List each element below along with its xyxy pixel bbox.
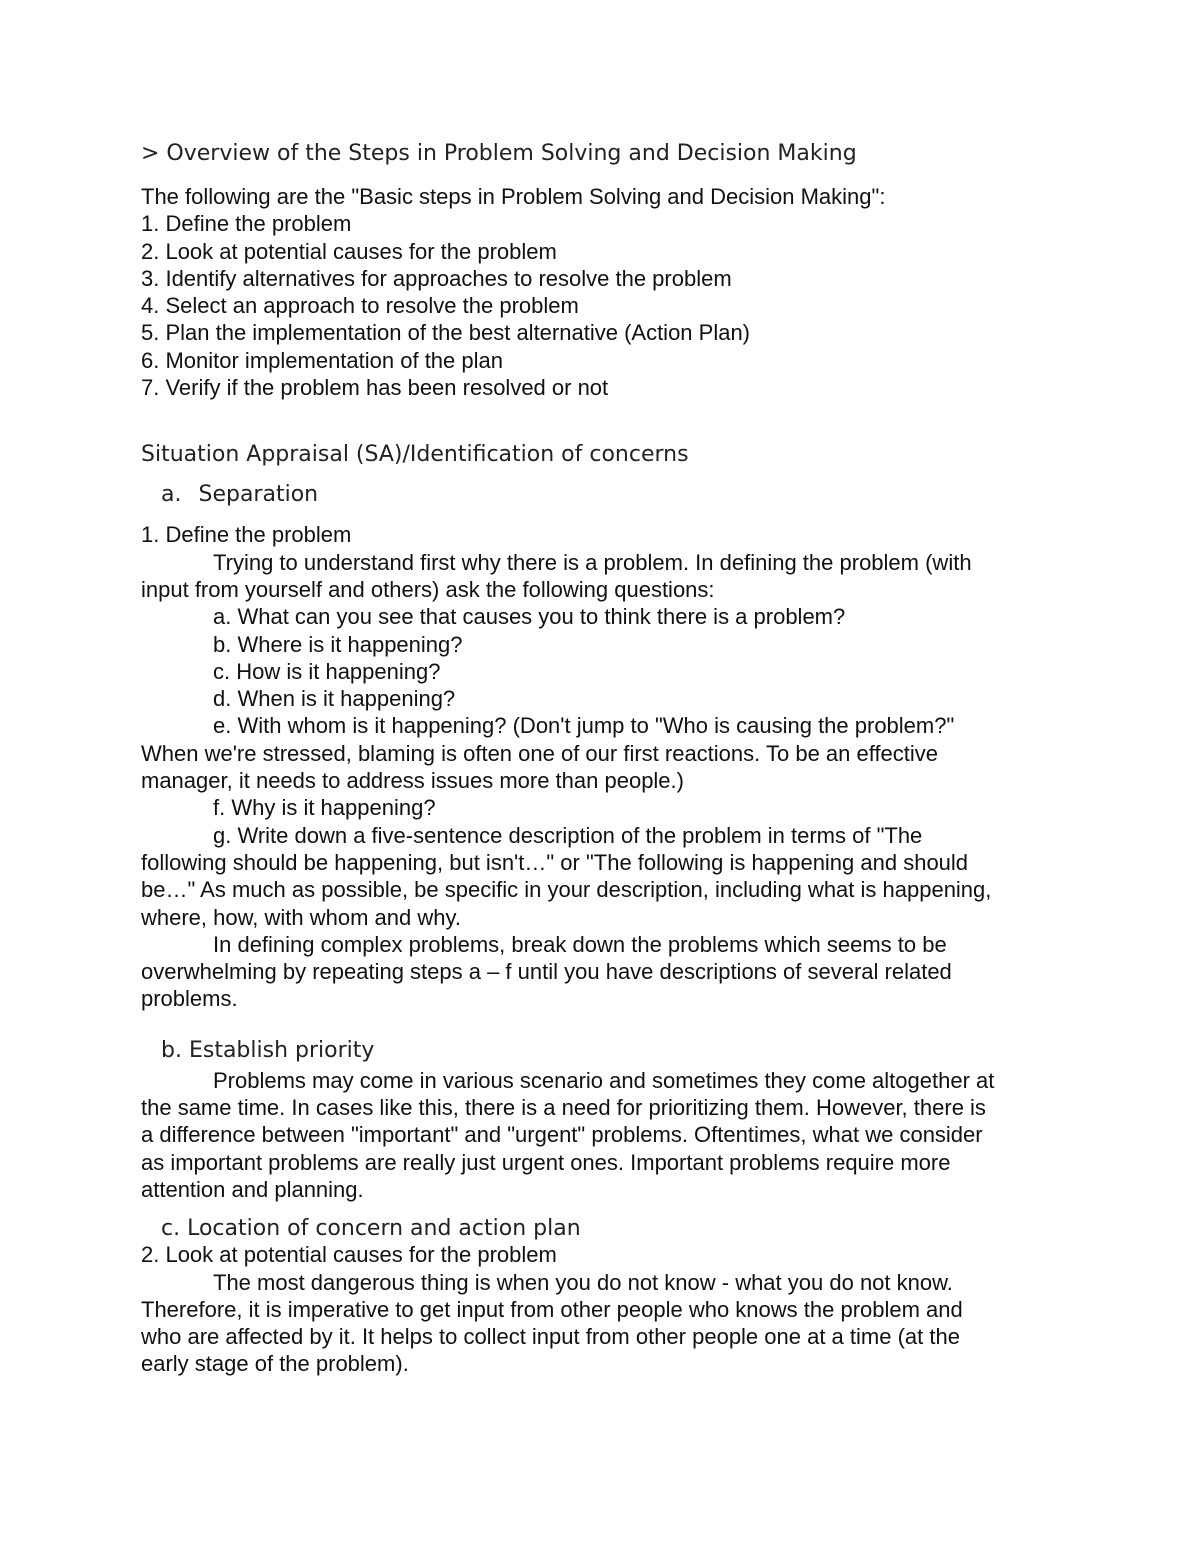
causes-section [141,1241,1061,1377]
list-item: 3. Identify alternatives for approaches to resolve the problem [141,265,732,291]
document-page [141,138,1061,1378]
question-item: g. Write down a five-sentence description of the problem in terms of "The [213,822,923,848]
causes-paragraph-line: early stage of the problem). [141,1351,409,1377]
question-item-cont: When we're stressed, blaming is often one of our first reactions. To be an effective [141,740,939,766]
sub-heading-marker: a. [161,482,182,508]
causes-paragraph-line: who are affected by it. It helps to collect input from other people one at a time (at the [141,1324,960,1350]
priority-paragraph-line: the same time. In cases like this, there is a need for prioritizing them. However, there is [141,1095,986,1121]
question-item: e. With whom is it happening? (Don't jump to "Who is causing the problem?" [213,713,955,739]
sub-heading-separation [141,479,1061,511]
question-item-cont: manager, it needs to address issues more than people.) [141,768,684,794]
question-item: b. Where is it happening? [213,631,463,657]
causes-paragraph-line: The most dangerous thing is when you do not know - what you do not know. [213,1269,953,1295]
overview-heading: > Overview of the Steps in Problem Solving and Decision Making [141,141,857,166]
causes-paragraph-line: Therefore, it is imperative to get input from other people who knows the problem and [141,1296,963,1322]
step1-title: 1. Define the problem [141,522,352,548]
list-item: 5. Plan the implementation of the best alternative (Action Plan) [141,320,751,346]
priority-section [141,1067,1061,1203]
priority-paragraph-line: as important problems are really just urgent ones. Important problems require more [141,1149,951,1175]
list-item: 6. Monitor implementation of the plan [141,347,503,373]
priority-paragraph-line: a difference between "important" and "urgent" problems. Oftentimes, what we consider [141,1122,983,1148]
step2-title: 2. Look at potential causes for the problem [141,1242,557,1268]
question-item: a. What can you see that causes you to think there is a problem? [213,604,846,630]
step1-intro-line: Trying to understand first why there is a problem. In defining the problem (with [213,549,972,575]
situation-heading: Situation Appraisal (SA)/Identification of concerns [141,442,689,468]
sub-heading-priority: b. Establish priority [161,1037,375,1063]
list-item: 2. Look at potential causes for the problem [141,238,557,264]
sub-heading-label: Separation [198,482,319,508]
question-item: c. How is it happening? [213,658,441,684]
define-problem-section [141,521,1061,1012]
question-item-cont: following should be happening, but isn't…" or "The following is happening and should [141,849,969,875]
steps-block [141,183,1061,401]
question-item-cont: where, how, with whom and why. [141,904,461,930]
question-item: d. When is it happening? [213,686,456,712]
priority-paragraph-line: Problems may come in various scenario and sometimes they come altogether at [213,1067,995,1093]
steps-intro: The following are the "Basic steps in Problem Solving and Decision Making": [141,184,886,209]
list-item: 7. Verify if the problem has been resolved or not [141,375,609,401]
question-item: f. Why is it happening? [213,795,436,821]
step1-intro-line: input from yourself and others) ask the following questions: [141,576,715,602]
sub-heading-location: c. Location of concern and action plan [161,1216,581,1242]
list-item: 4. Select an approach to resolve the problem [141,293,579,319]
complex-paragraph-line: In defining complex problems, break down the problems which seems to be [213,931,947,957]
priority-paragraph-line: attention and planning. [141,1176,364,1202]
list-item: 1. Define the problem [141,211,352,237]
question-item-cont: be…" As much as possible, be specific in your description, including what is happening, [141,877,992,903]
complex-paragraph-line: overwhelming by repeating steps a – f until you have descriptions of several related [141,959,952,985]
complex-paragraph-line: problems. [141,986,238,1012]
